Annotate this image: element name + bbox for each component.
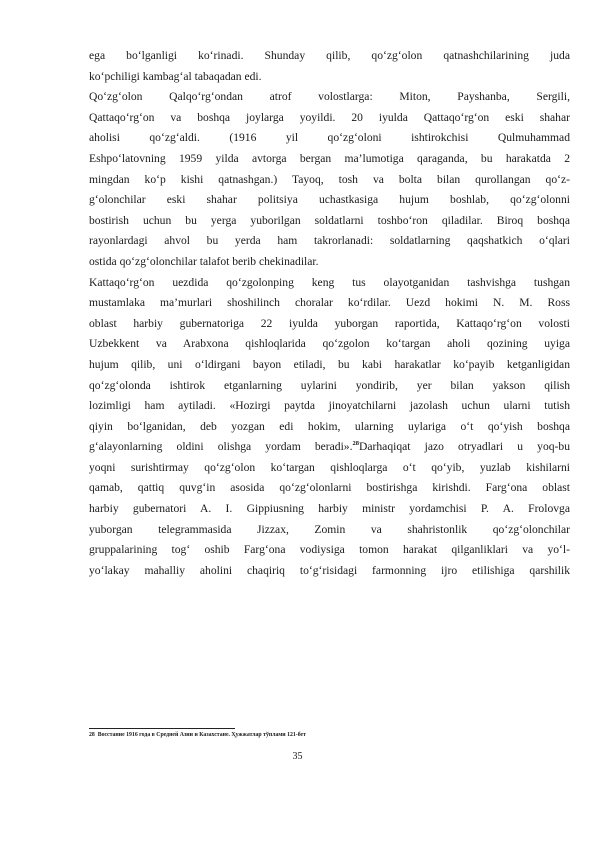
text-line: yuborgan telegrammasida Jizzax, Zomin va shahristonlik qo‘zg‘olonchilar [89, 522, 570, 536]
footnote-text: Восстание 1916 года в Средней Азии и Казахстане. Ҳужжатлар тўплами 121-бет [97, 732, 306, 738]
text-line: ega bo‘lganligi ko‘rinadi. Shunday qilib, qo‘zg‘olon qatnashchilarining juda [89, 49, 570, 62]
text-line: gruppalarining tog‘ oshib Farg‘ona vodiysiga tomon harakat qilganliklari va yo‘l- [89, 543, 570, 557]
text-line: qo‘zg‘olonda ishtirok etganlarning uylarini yondirib, yer bilan yakson qilish [89, 378, 570, 392]
text-line: qamab, qattiq quvg‘in asosida qo‘zg‘olonlarni bostirishga kirishdi. Farg‘ona oblast [89, 481, 570, 495]
text-line: g‘olonchilar eski shahar politsiya uchastkasiga hujum boshlab, qo‘zg‘olonni [89, 193, 570, 207]
footnote [89, 731, 569, 739]
text-line: ko‘pchiligi kambag‘al tabaqadan edi. [89, 69, 262, 83]
text-line: ostida qo‘zg‘olonchilar talafot berib chekinadilar. [89, 254, 319, 268]
text-line: rayonlardagi ahvol bu yerda ham takrorlanadi: soldatlarning qaqshatkich o‘qlari [89, 234, 570, 248]
text-line: hujum qilib, uni o‘ldirgani bayon etiladi, bu kabi harakatlar ko‘payib ketganligidan [89, 357, 570, 371]
main-text [89, 46, 570, 581]
text-line: harbiy gubernatori A. I. Gippiusning harbiy ministr yordamchisi P. A. Frolovga [89, 502, 570, 516]
text-line: mustamlaka ma’murlari shoshilinch choralar ko‘rdilar. Uezd hokimi N. M. Ross [89, 296, 570, 310]
footnote-reference[interactable]: 28 [352, 440, 359, 448]
text-line: bostirish uchun bu yerga yuborilgan soldatlarni toshbo‘ron qiladilar. Biroq boshqa [89, 213, 570, 227]
text-line: Qo‘zg‘olon Qalqo‘rg‘ondan atrof volostlarga: Miton, Payshanba, Sergili, [89, 90, 570, 104]
text-line: yoqni surishtirmay qo‘zg‘olon ko‘targan qishloqlarga o‘t qo‘yib, yuzlab kishilarni [89, 460, 570, 474]
text-line: aholisi qo‘zg‘aldi. (1916 yil qo‘zg‘oloni ishtirokchisi Qulmuhammad [89, 131, 570, 145]
text-line [89, 437, 570, 458]
text-line: Qattaqo‘rg‘on va boshqa joylarga yoyildi. 20 iyulda Qattaqo‘rg‘on eski shahar [89, 110, 570, 124]
text-line: Kattaqo‘rg‘on uezdida qo‘zgolonping keng tus olayotganidan tashvishga tushgan [89, 275, 570, 289]
page-number: 35 [292, 751, 303, 762]
text-line: Uzbekkent va Arabxona qishloqlarida qo‘zgolon ko‘targan aholi qozining uyiga [89, 337, 570, 351]
text-line: yo‘lakay mahalliy aholini chaqiriq to‘g‘risidagi farmonning ijro etilishiga qarshilik [89, 563, 570, 577]
text-line: oblast harbiy gubernatoriga 22 iyulda yuborgan raportida, Kattaqo‘rg‘on volosti [89, 316, 570, 330]
text-line: qiyin bo‘lganidan, deb yozgan edi hokim, ularning uylariga o‘t qo‘yish boshqa [89, 419, 570, 433]
text-line: Eshpo‘latovning 1959 yilda avtorga bergan ma’lumotiga qaraganda, bu harakatda 2 [89, 151, 570, 165]
line-text: g‘alayonlarning oldini olishga yordam beradi». [89, 440, 353, 454]
footnote-number: 28 [89, 732, 95, 738]
text-line: lozimligi ham aytiladi. «Hozirgi paytda jinoyatchilarni jazolash uchun ularni tutish [89, 399, 570, 413]
footnote-separator [89, 728, 235, 729]
text-line: mingdan ko‘p kishi qatnashgan.) Tayoq, tosh va bolta bilan qurollangan qo‘z- [89, 172, 570, 186]
line-text: Darhaqiqat jazo otryadlari u yoq-bu [359, 440, 570, 454]
